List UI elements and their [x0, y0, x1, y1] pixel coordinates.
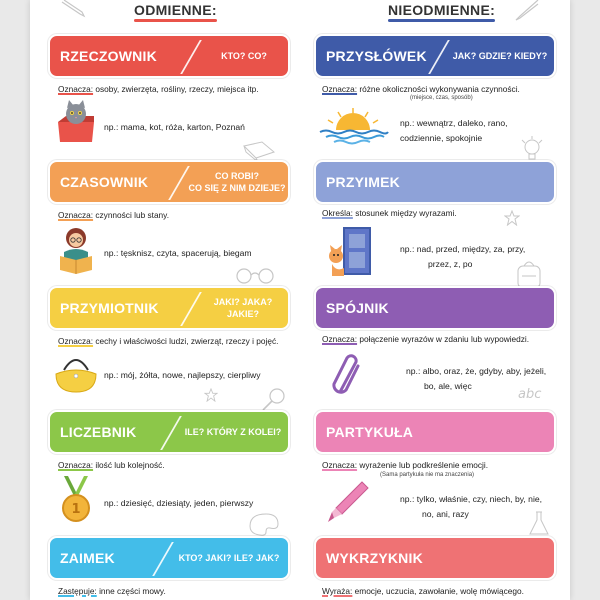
definition-text: emocje, uczucia, zawołanie, wolę mówiącego. — [354, 586, 524, 596]
question-text: JAKI? JAKA? JAKIE? — [213, 297, 273, 319]
card-spojnik — [314, 286, 564, 400]
paperclip-icon — [330, 352, 364, 398]
highlighter-icon — [324, 480, 370, 524]
inflected-title-text: ODMIENNE: — [134, 2, 217, 18]
uninflected-column-title — [388, 2, 495, 18]
example-text: np.: tęsknisz, czyta, spacerują, biegam — [104, 248, 252, 258]
banner-czasownik — [48, 160, 290, 204]
inflected-column-title — [134, 2, 217, 18]
reading-girl-icon — [56, 226, 96, 274]
part-of-speech-name: SPÓJNIK — [326, 300, 389, 316]
cat-behind-door-icon — [328, 226, 374, 276]
definition-note: (Sama partykuła nie ma znaczenia) — [380, 472, 475, 478]
example-line-2: codziennie, spokojnie — [400, 133, 483, 143]
definition-label: Zastępuje: — [58, 586, 97, 596]
definition-line — [322, 586, 524, 596]
cat-in-box-icon — [54, 100, 98, 144]
definition-line — [58, 336, 278, 346]
example-text — [400, 492, 542, 522]
card-rzeczownik — [48, 34, 298, 148]
example-text: np.: mama, kot, róża, karton, Poznań — [104, 122, 245, 132]
example-text: np.: mój, żółta, nowe, najlepszy, cierpliwy — [104, 370, 261, 380]
question-line-2: CO SIĘ Z NIM DZIEJE? — [188, 183, 286, 193]
question-line-1: CO ROBI? — [215, 171, 259, 181]
example-text — [406, 364, 546, 394]
banner-przyimek — [314, 160, 556, 204]
part-of-speech-name: PRZYMIOTNIK — [60, 300, 159, 316]
definition-line — [322, 208, 457, 218]
banner-rzeczownik — [48, 34, 290, 78]
example-line-1: np.: nad, przed, między, za, przy, — [400, 244, 526, 254]
definition-text: wyrażenie lub podkreślenie emocji. — [359, 460, 489, 470]
banner-zaimek — [48, 536, 290, 580]
card-przymiotnik — [48, 286, 298, 400]
example-line-2: bo, ale, więc — [424, 381, 472, 391]
part-of-speech-name: PRZYSŁÓWEK — [326, 48, 427, 64]
definition-text: czynności lub stany. — [95, 210, 170, 220]
definition-label: Oznacza: — [58, 84, 94, 94]
definition-label: Oznacza: — [322, 460, 358, 470]
card-przyimek — [314, 160, 564, 274]
banner-spojnik — [314, 286, 556, 330]
part-of-speech-name: RZECZOWNIK — [60, 48, 157, 64]
part-of-speech-name: LICZEBNIK — [60, 424, 137, 440]
definition-label: Oznacza: — [322, 334, 358, 344]
definition-text: ilość lub kolejność. — [95, 460, 165, 470]
banner-liczebnik — [48, 410, 290, 454]
definition-text: osoby, zwierzęta, rośliny, rzeczy, miejsca itp. — [95, 84, 259, 94]
card-wykrzyknik — [314, 536, 564, 600]
definition-label: Oznacza: — [58, 336, 94, 346]
svg-text:1: 1 — [71, 502, 81, 517]
definition-line — [322, 460, 488, 470]
definition-line — [58, 586, 166, 596]
definition-text: różne okoliczności wykonywania czynności. — [359, 84, 520, 94]
example-text: np.: dziesięć, dziesiąty, jeden, pierwszy — [104, 498, 254, 508]
definition-text: połączenie wyrazów w zdaniu lub wypowiedzi. — [359, 334, 530, 344]
definition-label: Wyraża: — [322, 586, 353, 596]
banner-partykula — [314, 410, 556, 454]
question-text — [186, 162, 288, 202]
banner-wykrzyknik — [314, 536, 556, 580]
definition-text: stosunek między wyrazami. — [355, 208, 457, 218]
svg-text:abc: abc — [518, 387, 542, 402]
poster-sheet — [30, 0, 570, 600]
card-przyslowek — [314, 34, 564, 148]
question-text: ILE? KTÓRY Z KOLEI? — [184, 427, 282, 437]
definition-text: cechy i właściwości ludzi, zwierząt, rzeczy i pojęć. — [95, 336, 279, 346]
example-line-2: no, ani, razy — [422, 509, 469, 519]
example-line-2: przez, z, po — [428, 259, 473, 269]
banner-przymiotnik — [48, 286, 290, 330]
definition-line — [58, 210, 169, 220]
definition-note: (miejsce, czas, sposób) — [410, 95, 473, 101]
banner-divider — [180, 40, 202, 74]
definition-label: Oznacza: — [58, 210, 94, 220]
pencil-doodle-icon — [60, 0, 86, 18]
question-text: KTO? JAKI? ILE? JAK? — [178, 553, 280, 563]
part-of-speech-name: CZASOWNIK — [60, 174, 149, 190]
definition-line — [322, 84, 520, 94]
question-text: KTO? CO? — [221, 51, 267, 61]
definition-text: inne części mowy. — [99, 586, 166, 596]
part-of-speech-name: WYKRZYKNIK — [326, 550, 423, 566]
handbag-icon — [52, 352, 100, 396]
part-of-speech-name: PARTYKUŁA — [326, 424, 414, 440]
definition-line — [58, 84, 259, 94]
card-zaimek — [48, 536, 298, 600]
part-of-speech-name: ZAIMEK — [60, 550, 115, 566]
example-text — [400, 116, 507, 146]
definition-line — [322, 334, 529, 344]
banner-przyslowek — [314, 34, 556, 78]
title-underline — [134, 19, 217, 22]
question-text: JAK? GDZIE? KIEDY? — [452, 51, 548, 61]
part-of-speech-name: PRZYIMEK — [326, 174, 400, 190]
medal-icon — [56, 476, 96, 524]
card-liczebnik — [48, 410, 298, 524]
title-underline — [388, 19, 495, 22]
card-partykula — [314, 410, 564, 524]
example-line-1: np.: tylko, właśnie, czy, niech, by, nie, — [400, 494, 543, 504]
definition-label: Oznacza: — [322, 84, 358, 94]
definition-label: Oznacza: — [58, 460, 94, 470]
example-line-1: np.: albo, oraz, że, gdyby, aby, jeżeli, — [406, 366, 547, 376]
sunset-icon — [316, 106, 390, 146]
example-text — [400, 242, 525, 272]
uninflected-title-text: NIEODMIENNE: — [388, 2, 496, 18]
pencil-doodle-icon — [514, 0, 540, 22]
example-line-1: np.: wewnątrz, daleko, rano, — [400, 118, 508, 128]
card-czasownik — [48, 160, 298, 274]
definition-line — [58, 460, 165, 470]
definition-label: Określa: — [322, 208, 353, 218]
